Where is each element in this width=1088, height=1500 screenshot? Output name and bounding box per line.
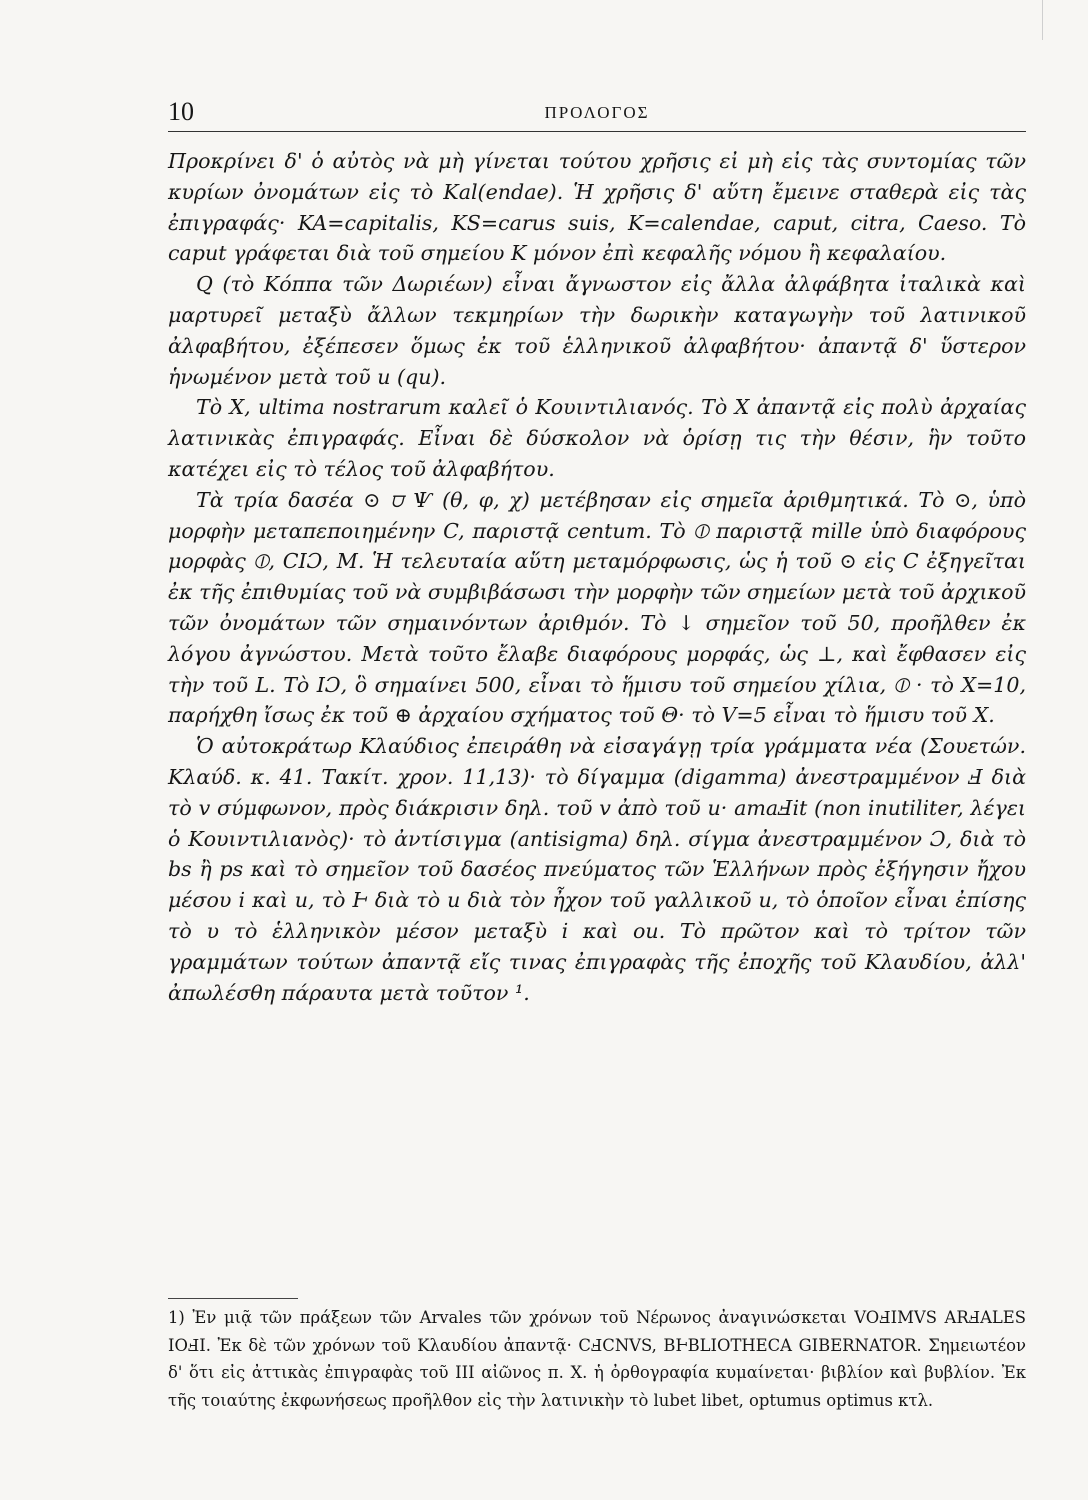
paragraph-5: Ὁ αὐτοκράτωρ Κλαύδιος ἐπειράθη νὰ εἰσαγάγῃ τρία γράμματα νέα (Σουετών. Κλαύδ. κ. 41. Τακίτ. χρον. 11,13)· τὸ δίγαμμα (digamma) ἀνεστραμμένον Ⅎ διὰ τὸ v σύμφωνον, πρὸς διάκρισιν δηλ. τοῦ v ἀπὸ τοῦ u· amaℲit (non inutiliter, λέγει ὁ Κουιντιλιανὸς)· τὸ ἀντίσιγμα (antisigma) δηλ. σίγμα ἀνεστραμμένον Ɔ, διὰ τὸ bs ἢ ps καὶ τὸ σημεῖον τοῦ δασέος πνεύματος τῶν Ἑλλήνων πρὸς ἐξήγησιν ἤχου μέσου i καὶ u, τὸ Ⱶ διὰ τὸ u διὰ τὸν ἦχον τοῦ γαλλικοῦ u, τὸ ὁποῖον εἶναι ἐπίσης τὸ υ τὸ ἑλληνικὸν μέσον μεταξὺ i καὶ ou. Τὸ πρῶτον καὶ τὸ τρίτον τῶν γραμμάτων τούτων ἀπαντᾷ εἴς τινας ἐπιγραφὰς τῆς ἐποχῆς τοῦ Κλαυδίου, ἀλλ' ἀπωλέσθη πάραυτα μετὰ τοῦτον ¹. [168, 734, 1027, 1005]
paragraph-1: Προκρίνει δ' ὁ αὐτὸς νὰ μὴ γίνεται τούτου χρῆσις εἰ μὴ εἰς τὰς συντομίας τῶν κυρίων ὀνομάτων εἰς τὸ Kal(endae). Ἡ χρῆσις δ' αὕτη ἔμεινε σταθερὰ εἰς τὰς ἐπιγραφάς· KA=capitalis, KS=carus suis, K=calendae, caput, citra, Caeso. Τὸ caput γράφεται διὰ τοῦ σημείου K μόνον ἐπὶ κεφαλῆς νόμου ἢ κεφαλαίου. [168, 149, 1026, 266]
footnote-1: 1) Ἐν μιᾷ τῶν πράξεων τῶν Arvales τῶν χρόνων τοῦ Νέρωνος ἀναγινώσκεται VOℲIMVS ARℲALES IOℲI. Ἐκ δὲ τῶν χρόνων τοῦ Κλαυδίου ἀπαντᾷ· CℲCNVS, BⱵBLIOTHECA GIBERNATOR. Σημειωτέον δ' ὅτι εἰς ἀττικὰς ἐπιγραφὰς τοῦ III αἰῶνος π. Χ. ἡ ὀρθογραφία κυμαίνεται· βιβλίον καὶ βυβλίον. Ἐκ τῆς τοιαύτης ἐκφωνήσεως προῆλθον εἰς τὴν λατινικὴν τὸ lubet libet, optumus optimus κτλ. [168, 1308, 1026, 1410]
paragraph-4: Τὰ τρία δασέα ⊙ ⩌ Ѱ (θ, φ, χ) μετέβησαν εἰς σημεῖα ἀριθμητικά. Τὸ ⊙, ὑπὸ μορφὴν μεταπεποιημένην C, παριστᾷ centum. Τὸ ⦶ παριστᾷ mille ὑπὸ διαφόρους μορφὰς ⦶, CIƆ, M. Ἡ τελευταία αὕτη μεταμόρφωσις, ὡς ἡ τοῦ ⊙ εἰς C ἐξηγεῖται ἐκ τῆς ἐπιθυμίας τοῦ νὰ συμβιβάσωσι τὴν μορφὴν τῶν σημείων μετὰ τοῦ ἀρχικοῦ τῶν ὀνομάτων τῶν σημαινόντων ἀριθμόν. Τὸ ↓ σημεῖον τοῦ 50, προῆλθεν ἐκ λόγου ἀγνώστου. Μετὰ τοῦτο ἔλαβε διαφόρους μορφάς, ὡς ⊥, καὶ ἔφθασεν εἰς τὴν τοῦ L. Τὸ IƆ, ὃ σημαίνει 500, εἶναι τὸ ἥμισυ τοῦ σημείου χίλια, ⦶ · τὸ X=10, παρήχθη ἴσως ἐκ τοῦ ⊕ ἀρχαίου σχήματος τοῦ Θ· τὸ V=5 εἶναι τὸ ἥμισυ τοῦ X. [168, 487, 1026, 728]
running-head: ΠΡΟΛΟΓΟΣ [544, 103, 650, 122]
paragraph-3: Τὸ X, ultima nostrarum καλεῖ ὁ Κουιντιλιανός. Τὸ X ἀπαντᾷ εἰς πολὺ ἀρχαίας λατινικὰς ἐπιγραφάς. Εἶναι δὲ δύσκολον νὰ ὁρίσῃ τις τὴν θέσιν, ἣν τοῦτο κατέχει εἰς τὸ τέλος τοῦ ἀλφαβήτου. [168, 395, 1026, 481]
body-text [168, 146, 1026, 1008]
scan-artifact [1042, 0, 1043, 40]
page-header [168, 97, 1026, 132]
footnotes [168, 1304, 1026, 1414]
footnote-divider [168, 1298, 298, 1299]
page-number: 10 [168, 97, 194, 126]
paragraph-2: Q (τὸ Κόππα τῶν Δωριέων) εἶναι ἄγνωστον εἰς ἄλλα ἀλφάβητα ἰταλικὰ καὶ μαρτυρεῖ μεταξὺ ἄλλων τεκμηρίων τὴν δωρικὴν καταγωγὴν τοῦ λατινικοῦ ἀλφαβήτου, ἐξέπεσεν ὅμως ἐκ τοῦ ἑλληνικοῦ ἀλφαβήτου· ἀπαντᾷ δ' ὕστερον ἡνωμένον μετὰ τοῦ u (qu). [168, 272, 1026, 389]
